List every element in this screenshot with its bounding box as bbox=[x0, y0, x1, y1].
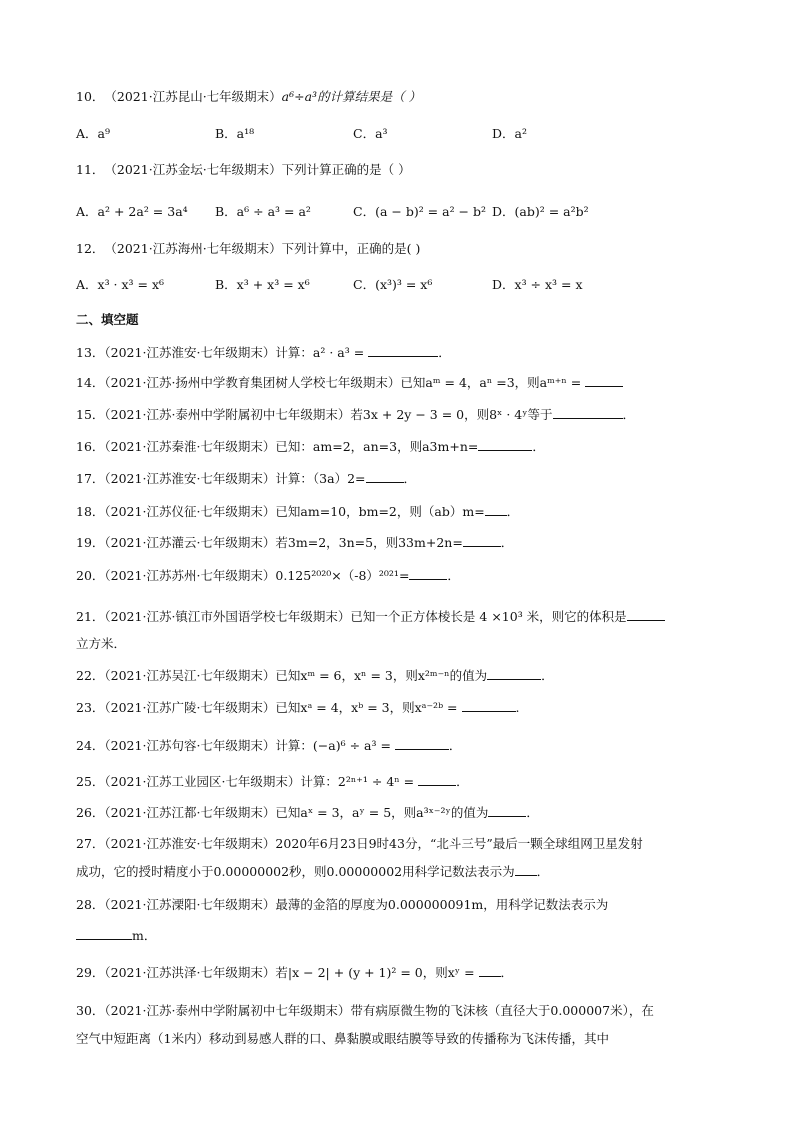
answer-blank[interactable] bbox=[366, 469, 404, 483]
answer-blank[interactable] bbox=[76, 926, 132, 940]
answer-blank[interactable] bbox=[368, 343, 438, 357]
option-c[interactable]: C．a³ bbox=[353, 126, 388, 141]
question-source: （2021·江苏吴江·七年级期末） bbox=[104, 668, 276, 683]
question-source: （2021·江苏淮安·七年级期末） bbox=[104, 471, 276, 486]
question-25 bbox=[76, 772, 710, 791]
question-11 bbox=[76, 161, 710, 179]
question-tail: ． bbox=[403, 471, 417, 486]
question-stem: 2020年6月23日9时43分，“北斗三号”最后一颗全球组网卫星发射 bbox=[275, 836, 643, 851]
question-28 bbox=[76, 896, 710, 914]
question-number: 24． bbox=[76, 738, 105, 753]
answer-blank[interactable] bbox=[395, 736, 449, 750]
question-stem: 已知am=10，bm=2，则（ab）m= bbox=[275, 504, 485, 519]
options-11 bbox=[76, 203, 710, 221]
question-stem: 最薄的金箔的厚度为0.000000091m，用科学记数法表示为 bbox=[275, 897, 609, 912]
question-number: 22． bbox=[76, 668, 105, 683]
question-number: 13． bbox=[76, 345, 105, 360]
question-19 bbox=[76, 533, 710, 552]
question-source: （2021·江苏昆山·七年级期末） bbox=[104, 89, 282, 104]
question-29 bbox=[76, 963, 710, 982]
answer-blank[interactable] bbox=[409, 566, 447, 580]
question-number: 12． bbox=[76, 241, 105, 256]
answer-blank[interactable] bbox=[585, 373, 623, 387]
options-12 bbox=[76, 276, 710, 294]
question-tail: ． bbox=[438, 345, 451, 360]
question-source: （2021·江苏·镇江市外国语学校七年级期末） bbox=[104, 609, 351, 624]
question-16 bbox=[76, 437, 710, 456]
question-23 bbox=[76, 698, 710, 717]
question-stem: 已知：am=2，an=3，则a3m+n= bbox=[275, 439, 479, 454]
question-source: （2021·江苏海州·七年级期末） bbox=[104, 241, 282, 256]
question-stem: 计算：a² · a³ = bbox=[275, 345, 369, 360]
question-stem: 下列计算中，正确的是( ) bbox=[281, 241, 421, 256]
question-tail: ． bbox=[506, 504, 520, 519]
question-source: （2021·江苏江都·七年级期末） bbox=[104, 805, 276, 820]
question-tail: ． bbox=[526, 805, 539, 820]
question-source: （2021·江苏广陵·七年级期末） bbox=[104, 700, 276, 715]
question-26 bbox=[76, 803, 710, 822]
question-22 bbox=[76, 666, 710, 685]
question-tail: ． bbox=[532, 439, 545, 454]
option-b[interactable]: B．x³ + x³ = x⁶ bbox=[215, 277, 310, 292]
question-stem: 已知一个正方体棱长是 4 ×10³ 米，则它的体积是 bbox=[350, 609, 627, 624]
answer-blank[interactable] bbox=[487, 666, 541, 680]
question-stem: 下列计算正确的是（ ） bbox=[281, 162, 411, 177]
question-number: 18． bbox=[76, 504, 105, 519]
question-tail: . bbox=[515, 700, 520, 715]
question-number: 30． bbox=[76, 1003, 105, 1018]
question-tail: ． bbox=[500, 965, 514, 980]
question-source: （2021·江苏句容·七年级期末） bbox=[104, 738, 276, 753]
question-number: 25． bbox=[76, 774, 105, 789]
question-number: 27． bbox=[76, 836, 105, 851]
question-stem: 计算：(−a)⁶ ÷ a³ = bbox=[275, 738, 395, 753]
answer-blank[interactable] bbox=[553, 405, 623, 419]
question-30 bbox=[76, 1002, 710, 1020]
question-20 bbox=[76, 566, 710, 585]
question-number: 23． bbox=[76, 700, 105, 715]
question-tail: ． bbox=[541, 668, 554, 683]
question-stem: 计算：（3a）2= bbox=[275, 471, 366, 486]
question-source: （2021·江苏·泰州中学附属初中七年级期末） bbox=[104, 407, 351, 422]
answer-blank[interactable] bbox=[515, 862, 537, 876]
question-18 bbox=[76, 502, 710, 521]
question-source: （2021·江苏灌云·七年级期末） bbox=[104, 535, 276, 550]
question-10 bbox=[76, 88, 710, 106]
question-number: 29． bbox=[76, 965, 105, 980]
question-27-continued bbox=[76, 862, 710, 881]
question-source: （2021·江苏仪征·七年级期末） bbox=[104, 504, 276, 519]
option-a[interactable]: A．x³ · x³ = x⁶ bbox=[76, 277, 165, 292]
question-source: （2021·江苏秦淮·七年级期末） bbox=[104, 439, 276, 454]
question-number: 26． bbox=[76, 805, 105, 820]
question-number: 17． bbox=[76, 471, 105, 486]
question-source: （2021·江苏溧阳·七年级期末） bbox=[104, 897, 276, 912]
option-b[interactable]: B．a⁶ ÷ a³ = a² bbox=[215, 204, 311, 219]
question-21-continued: 立方米． bbox=[76, 636, 127, 651]
question-number: 10． bbox=[76, 89, 105, 104]
question-source: （2021·江苏工业园区·七年级期末） bbox=[104, 774, 301, 789]
question-number: 20． bbox=[76, 568, 105, 583]
question-17 bbox=[76, 469, 710, 488]
question-14 bbox=[76, 373, 710, 392]
question-tail: m． bbox=[132, 928, 157, 943]
question-stem: a⁶÷a³的计算结果是（ ） bbox=[281, 89, 422, 104]
question-stem: 0.125²⁰²⁰×（-8）²⁰²¹= bbox=[275, 568, 410, 583]
question-number: 21． bbox=[76, 609, 105, 624]
answer-blank[interactable] bbox=[418, 772, 456, 786]
question-24 bbox=[76, 736, 710, 755]
question-30-continued: 空气中短距离（1米内）移动到易感人群的口、鼻黏膜或眼结膜等导致的传播称为飞沫传播，其中 bbox=[76, 1031, 609, 1046]
question-28-continued bbox=[76, 926, 710, 945]
answer-blank[interactable] bbox=[479, 963, 501, 977]
question-number: 19． bbox=[76, 535, 105, 550]
question-tail: ． bbox=[456, 774, 469, 789]
question-tail: ． bbox=[448, 738, 462, 753]
question-source: （2021·江苏淮安·七年级期末） bbox=[104, 345, 276, 360]
answer-blank[interactable] bbox=[627, 607, 665, 621]
answer-blank[interactable] bbox=[478, 437, 532, 451]
question-stem: 若|x − 2| + (y + 1)² = 0，则xʸ = bbox=[275, 965, 479, 980]
answer-blank[interactable] bbox=[485, 502, 507, 516]
question-number: 14． bbox=[76, 375, 105, 390]
options-10 bbox=[76, 125, 710, 143]
question-15 bbox=[76, 405, 710, 424]
answer-blank[interactable] bbox=[488, 803, 526, 817]
question-stem: 若3x + 2y − 3 = 0，则8ˣ · 4ʸ等于 bbox=[350, 407, 553, 422]
question-number: 11． bbox=[76, 162, 105, 177]
question-source: （2021·江苏苏州·七年级期末） bbox=[104, 568, 276, 583]
question-tail: ． bbox=[447, 568, 460, 583]
question-stem: 已知aᵐ = 4，aⁿ =3，则aᵐ⁺ⁿ = bbox=[400, 375, 586, 390]
option-c[interactable]: C．(x³)³ = x⁶ bbox=[353, 277, 433, 292]
option-a[interactable]: A．a⁹ bbox=[76, 126, 110, 141]
question-number: 15． bbox=[76, 407, 105, 422]
question-stem: 若3m=2，3n=5，则33m+2n= bbox=[275, 535, 463, 550]
option-d[interactable]: D．a² bbox=[492, 126, 527, 141]
option-d[interactable]: D．x³ ÷ x³ = x bbox=[492, 277, 583, 292]
question-source: （2021·江苏·扬州中学教育集团树人学校七年级期末） bbox=[104, 375, 401, 390]
question-stem: 计算：2²ⁿ⁺¹ ÷ 4ⁿ = bbox=[300, 774, 419, 789]
question-source: （2021·江苏淮安·七年级期末） bbox=[104, 836, 276, 851]
question-13 bbox=[76, 343, 710, 362]
question-number: 28． bbox=[76, 897, 105, 912]
question-27 bbox=[76, 835, 710, 853]
question-tail: ． bbox=[536, 864, 550, 879]
question-source: （2021·江苏·泰州中学附属初中七年级期末） bbox=[104, 1003, 351, 1018]
question-tail: ． bbox=[622, 407, 636, 422]
question-stem: 已知xᵐ = 6，xⁿ = 3，则x²ᵐ⁻ⁿ的值为 bbox=[275, 668, 488, 683]
answer-blank[interactable] bbox=[462, 698, 516, 712]
section-title: 二、填空题 bbox=[76, 312, 139, 327]
option-c[interactable]: C．(a − b)² = a² − b² bbox=[353, 204, 487, 219]
question-12 bbox=[76, 240, 710, 258]
question-stem: 已知aˣ = 3，aʸ = 5，则a³ˣ⁻²ʸ的值为 bbox=[275, 805, 489, 820]
question-stem: 已知xᵃ = 4，xᵇ = 3，则xᵃ⁻²ᵇ = bbox=[275, 700, 462, 715]
question-source: （2021·江苏洪泽·七年级期末） bbox=[104, 965, 276, 980]
question-tail: ． bbox=[500, 535, 514, 550]
question-21 bbox=[76, 607, 710, 626]
question-source: （2021·江苏金坛·七年级期末） bbox=[104, 162, 282, 177]
question-stem: 带有病原微生物的飞沫核（直径大于0.000007米），在 bbox=[350, 1003, 654, 1018]
option-d[interactable]: D．(ab)² = a²b² bbox=[492, 204, 589, 219]
answer-blank[interactable] bbox=[463, 533, 501, 547]
question-number: 16． bbox=[76, 439, 105, 454]
option-b[interactable]: B．a¹⁸ bbox=[215, 126, 255, 141]
question-stem-continued: 成功，它的授时精度小于0.00000002秒，则0.00000002用科学记数法表示为 bbox=[76, 864, 515, 879]
option-a[interactable]: A．a² + 2a² = 3a⁴ bbox=[76, 204, 188, 219]
